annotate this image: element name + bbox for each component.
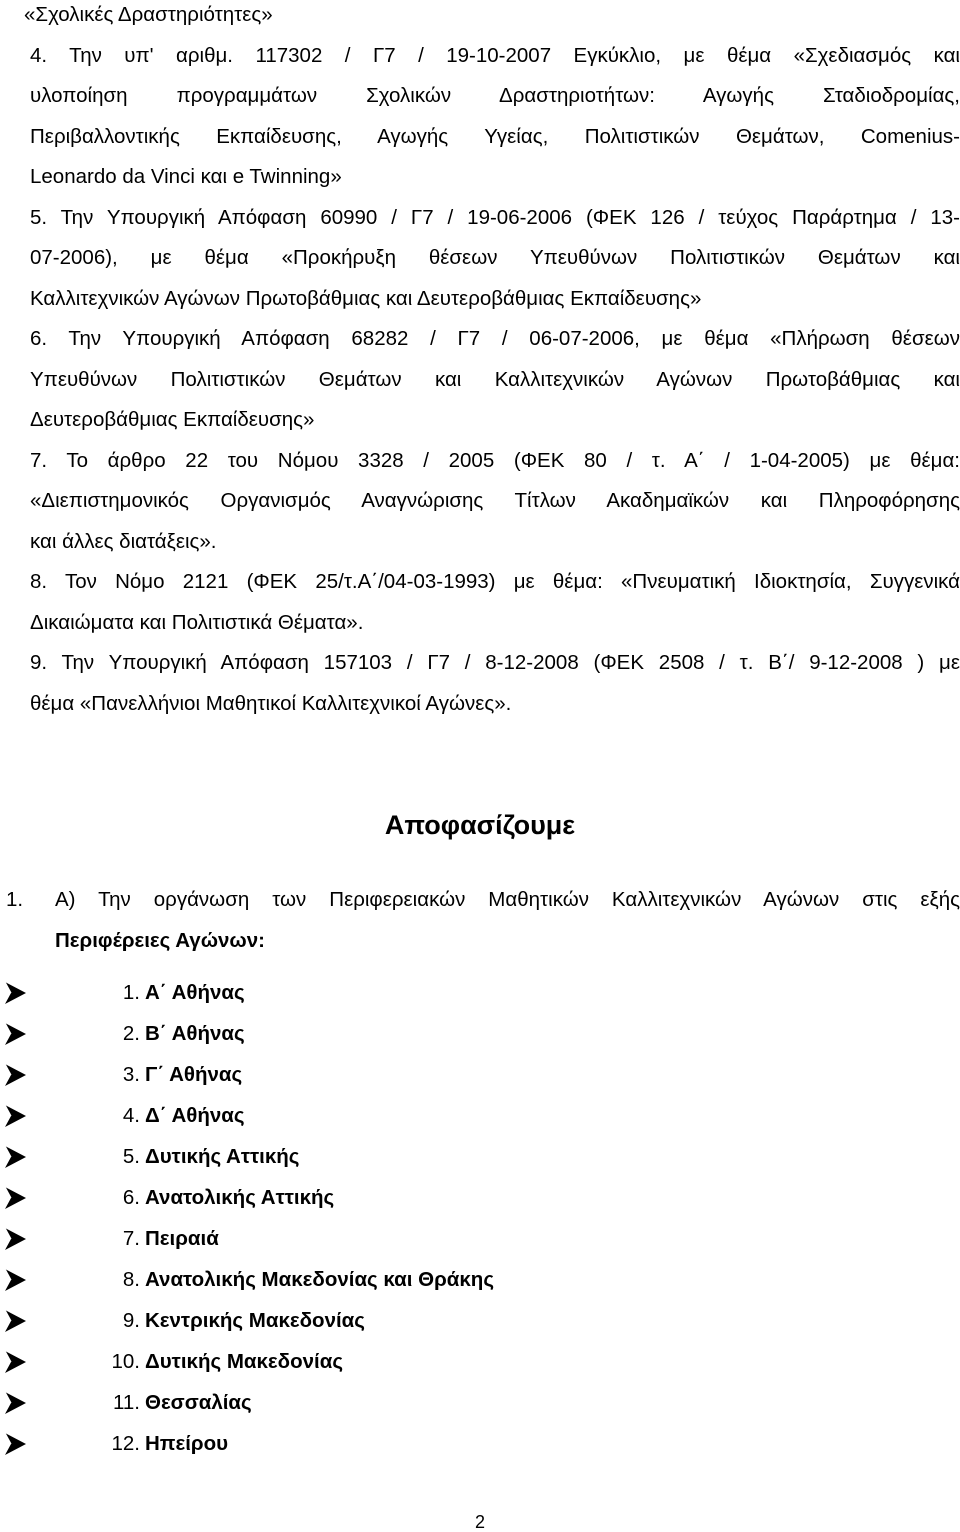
region-number: 8. [122, 1268, 140, 1291]
region-number: 2. [122, 1022, 140, 1045]
item-9-line-1: 9. Την Υπουργική Απόφαση 157103 / Γ7 / 8-12-2008 (ΦΕΚ 2508 / τ. Β΄/ 9-12-2008 ) με [30, 651, 960, 674]
region-name: Γ΄ Αθήνας [145, 1063, 243, 1086]
item-6-line-3: Δευτεροβάθμιας Εκπαίδευσης» [30, 408, 315, 431]
arrowhead-bullet-icon [2, 980, 30, 1006]
decision-line-1: Α) Την οργάνωση των Περιφερειακών Μαθητικών Καλλιτεχνικών Αγώνων στις εξής [55, 888, 960, 911]
arrowhead-bullet-icon [2, 1021, 30, 1047]
section-heading: Αποφασίζουμε [384, 810, 576, 840]
region-list-item [0, 1308, 960, 1336]
region-number: 4. [122, 1104, 140, 1127]
region-name: Πειραιά [145, 1227, 219, 1250]
arrowhead-bullet-icon [2, 1103, 30, 1129]
item-8-line-1: 8. Τον Νόμο 2121 (ΦΕΚ 25/τ.Α΄/04-03-1993) με θέμα: «Πνευματική Ιδιοκτησία, Συγγενικά [30, 570, 960, 593]
region-list-item [0, 1144, 960, 1172]
page-number: 2 [474, 1512, 485, 1532]
region-number: 10. [111, 1350, 140, 1373]
arrowhead-bullet-icon [2, 1308, 30, 1334]
region-number: 9. [122, 1309, 140, 1332]
region-number: 1. [122, 981, 140, 1004]
decision-line-2: Περιφέρειες Αγώνων: [55, 929, 265, 952]
item-4-line-4: Leonardo da Vinci και e Twinning» [30, 165, 342, 188]
item-7-line-2: «Διεπιστημονικός Οργανισμός Αναγνώρισης Τίτλων Ακαδημαϊκών και Πληροφόρησης [30, 489, 960, 512]
region-number: 6. [122, 1186, 140, 1209]
region-list-item [0, 1349, 960, 1377]
region-name: Ανατολικής Μακεδονίας και Θράκης [145, 1268, 494, 1291]
region-name: Ηπείρου [145, 1432, 229, 1455]
region-name: Δυτικής Μακεδονίας [145, 1350, 343, 1373]
region-list-item [0, 1062, 960, 1090]
region-name: Θεσσαλίας [145, 1391, 252, 1414]
item-6-line-1: 6. Την Υπουργική Απόφαση 68282 / Γ7 / 06-07-2006, με θέμα «Πλήρωση θέσεων [30, 327, 960, 350]
item-7-line-1: 7. Το άρθρο 22 του Νόμου 3328 / 2005 (ΦΕΚ 80 / τ. Α΄ / 1-04-2005) με θέμα: [30, 449, 960, 472]
item-5-line-1: 5. Την Υπουργική Απόφαση 60990 / Γ7 / 19-06-2006 (ΦΕΚ 126 / τεύχος Παράρτημα / 13- [30, 206, 960, 229]
region-list-item [0, 1267, 960, 1295]
region-name: Δ΄ Αθήνας [145, 1104, 245, 1127]
region-name: Β΄ Αθήνας [145, 1022, 245, 1045]
arrowhead-bullet-icon [2, 1185, 30, 1211]
region-list-item [0, 1431, 960, 1459]
arrowhead-bullet-icon [2, 1349, 30, 1375]
arrowhead-bullet-icon [2, 1431, 30, 1457]
arrowhead-bullet-icon [2, 1062, 30, 1088]
arrowhead-bullet-icon [2, 1267, 30, 1293]
region-list-item [0, 1226, 960, 1254]
item-6-line-2: Υπευθύνων Πολιτιστικών Θεμάτων και Καλλιτεχνικών Αγώνων Πρωτοβάθμιας και [30, 368, 960, 391]
region-name: Ανατολικής Αττικής [145, 1186, 335, 1209]
region-list-item [0, 1021, 960, 1049]
arrowhead-bullet-icon [2, 1390, 30, 1416]
region-list-item [0, 1390, 960, 1418]
decision-number: 1. [6, 888, 24, 911]
region-name: Κεντρικής Μακεδονίας [145, 1309, 365, 1332]
region-list-item [0, 980, 960, 1008]
item-7-line-3: και άλλες διατάξεις». [30, 530, 217, 553]
item-8-line-2: Δικαιώματα και Πολιτιστικά Θέματα». [30, 611, 364, 634]
item-4-line-1: 4. Την υπ' αριθμ. 117302 / Γ7 / 19-10-2007 Εγκύκλιο, με θέμα «Σχεδιασμός και [30, 44, 960, 67]
region-number: 11. [113, 1391, 140, 1414]
region-name: Δυτικής Αττικής [145, 1145, 300, 1168]
item-9-line-2: θέμα «Πανελλήνιοι Μαθητικοί Καλλιτεχνικοί Αγώνες». [30, 692, 512, 715]
region-number: 12. [111, 1432, 140, 1455]
region-number: 7. [122, 1227, 140, 1250]
region-name: Α΄ Αθήνας [145, 981, 245, 1004]
region-list-item [0, 1103, 960, 1131]
region-number: 3. [122, 1063, 140, 1086]
arrowhead-bullet-icon [2, 1226, 30, 1252]
item-5-line-2: 07-2006), με θέμα «Προκήρυξη θέσεων Υπευθύνων Πολιτιστικών Θεμάτων και [30, 246, 960, 269]
item-4-line-3: Περιβαλλοντικής Εκπαίδευσης, Αγωγής Υγείας, Πολιτιστικών Θεμάτων, Comenius- [30, 125, 960, 148]
arrowhead-bullet-icon [2, 1144, 30, 1170]
region-list-item [0, 1185, 960, 1213]
top-line: «Σχολικές Δραστηριότητες» [24, 3, 273, 26]
item-5-line-3: Καλλιτεχνικών Αγώνων Πρωτοβάθμιας και Δευτεροβάθμιας Εκπαίδευσης» [30, 287, 702, 310]
region-number: 5. [122, 1145, 140, 1168]
item-4-line-2: υλοποίηση προγραμμάτων Σχολικών Δραστηριοτήτων: Αγωγής Σταδιοδρομίας, [30, 84, 960, 107]
